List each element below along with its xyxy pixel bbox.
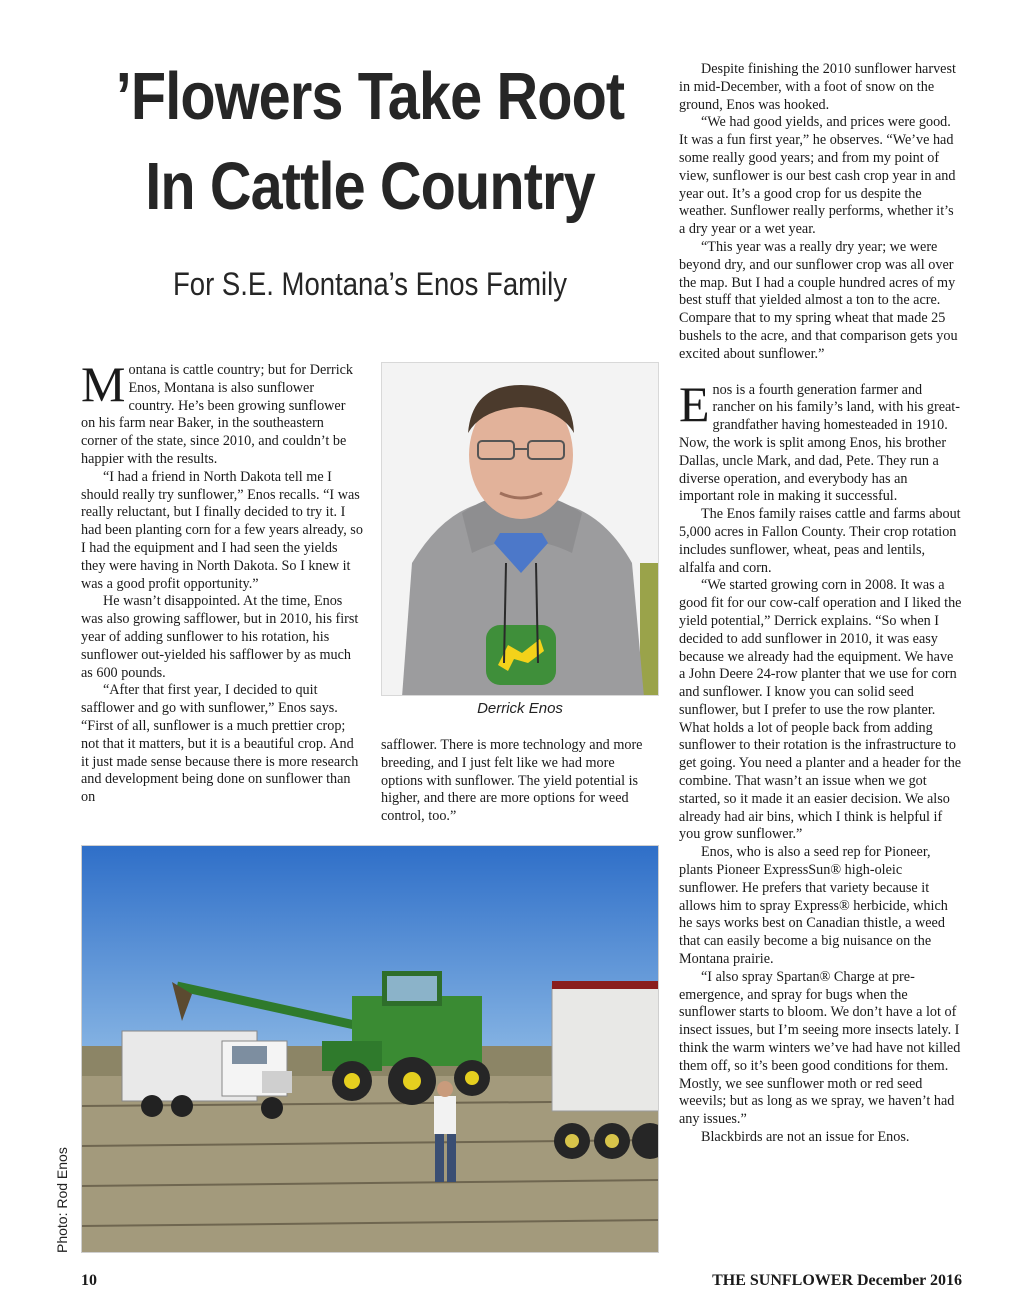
harvest-field-photo — [81, 845, 659, 1253]
harvest-field-drawing — [82, 846, 659, 1253]
drop-cap-e: E — [679, 375, 710, 432]
left-paragraph-1 — [81, 356, 363, 469]
right-paragraph-6: “We started growing corn in 2008. It was a good fit for our cow-calf operation and I liked the yield potential,” Derrick explains. “So when I decided to add sunflower in 2010, it was easy because we already had the equipment. We have a John Deere 24-row planter that we use for corn and sunflower. I know you can solid seed sunflower, but I prefer to use the row planter. What holds a lot of people back from adding sunflower to their rotation is the infrastructure to get going. You need a planter and a header for the combine. That wasn’t an issue when we got started, so it made it an easier decision. We also already had air bins, which I think is helpful if you grow sunflower.” — [679, 577, 962, 843]
right-paragraph-7: Enos, who is also a seed rep for Pioneer, plants Pioneer ExpressSun® high-oleic sunflower. He prefers that variety because it allows him to spray Express® herbicide, which he says works best on Canadian thistle, a weed that can easily become a big nuisance on the Montana prairie. — [679, 844, 948, 968]
middle-paragraph-1: safflower. There is more technology and more breeding, and I just felt like we had more options with sunflower. The yield potential is higher, and there are more options for weed control, too.” — [381, 737, 643, 825]
left-paragraph-3: He wasn’t disappointed. At the time, Enos was also growing safflower, but in 2010, his first year of adding sunflower to his rotation, his sunflower out-yielded his safflower by as much as 600 pounds. — [81, 593, 359, 681]
right-paragraph-8: “I also spray Spartan® Charge at pre-emergence, and spray for bugs when the sunflower starts to bloom. We don’t have a lot of insect issues, but I’m seeing more insects lately. I think the warm winters we’ve had have not killed them off, so it’s been good conditions for them. Mostly, we see sunflower moth or red seed weevils; but as long as we spray, we haven’t had any issues.” — [679, 968, 961, 1128]
left-paragraph-1-text: ontana is cattle country; but for Derrick Enos, Montana is also sunflower country. He’s been growing sunflower on his farm near Baker, in the southeastern corner of the state, since 2010, and couldn’t be happier with the results. — [81, 362, 354, 467]
drop-cap-m: M — [81, 356, 126, 412]
middle-text-column — [381, 737, 659, 826]
right-paragraph-4-text: nos is a fourth generation farmer and rancher on his family’s land, with his great-grandfather having homesteaded in 1910. Now, the work is split among Enos, his brother Dallas, uncle Mark, and dad, Pete. They run a diverse operation, and everybody has an important role in making it successful. — [679, 381, 960, 505]
article-title — [112, 52, 628, 232]
portrait-photo — [381, 362, 659, 696]
right-paragraph-1: Despite finishing the 2010 sunflower harvest in mid-December, with a foot of snow on the ground, Enos was hooked. — [679, 61, 956, 113]
right-paragraph-2: “We had good yields, and prices were good. It was a fun first year,” he observes. “We’ve had some really good years; and from my point of view, sunflower is our best cash crop year in and year out. It’s a good crop for us despite the weather. Sunflower really performs, whether it’s a dry year or a wet year. — [679, 114, 956, 238]
portrait-photo-drawing — [382, 363, 659, 696]
article-title-line-1: ’Flowers Take Root — [115, 59, 625, 134]
photo-credit: Photo: Rod Enos — [54, 1147, 70, 1253]
article-title-line-2: In Cattle Country — [145, 149, 595, 224]
portrait-caption: Derrick Enos — [477, 700, 563, 717]
right-paragraph-9: Blackbirds are not an issue for Enos. — [701, 1129, 910, 1146]
page-number: 10 — [81, 1272, 97, 1289]
left-paragraph-2: “I had a friend in North Dakota tell me I should really try sunflower,” Enos recalls. “I was really reluctant, but I finally decided to try it. I had been planting corn for a few years already, so I had the equipment and I had seen the yields they were having in North Dakota. So I knew it was a good profit opportunity.” — [81, 468, 363, 592]
right-paragraph-4 — [679, 375, 962, 507]
article-subtitle: For S.E. Montana’s Enos Family — [172, 266, 568, 302]
right-paragraph-5: The Enos family raises cattle and farms about 5,000 acres in Fallon County. Their crop rotation includes sunflower, wheat, peas and lentils, alfalfa and corn. — [679, 506, 961, 576]
left-paragraph-4: “After that first year, I decided to quit safflower and go with sunflower,” Enos says. “First of all, sunflower is a much prettier crop; not that it matters, but it is a beautiful crop. And it just made sense because there is more research and development being done on sunflower than on — [81, 682, 359, 806]
publication-footer: THE SUNFLOWER December 2016 — [712, 1272, 962, 1289]
section-gap — [679, 364, 962, 382]
right-paragraph-3: “This year was a really dry year; we were beyond dry, and our sunflower crop was all over the map. But I had a couple hundred acres of my best stuff that yielded almost a ton to the acre. Compare that to my spring wheat that made 25 bushels to the acre, and that comparison gets you excited about sunflower.” — [679, 238, 958, 362]
right-text-column — [679, 61, 962, 1147]
left-text-column — [81, 356, 363, 807]
